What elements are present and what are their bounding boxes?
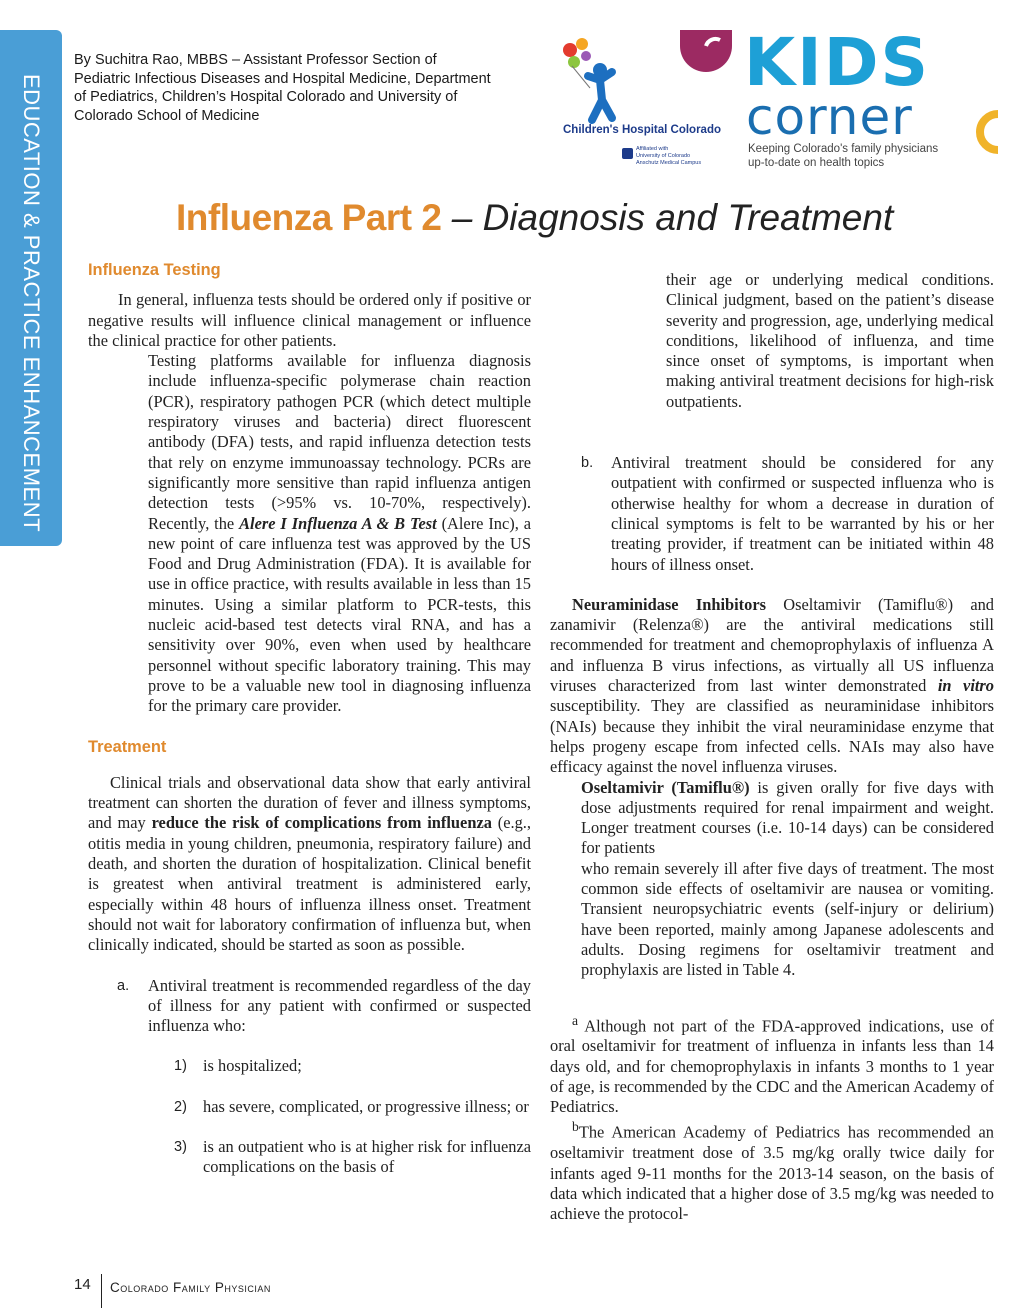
paragraph-testing-intro: In general, influenza tests should be ordered only if positive or negative results will influence clinical management or influence the clinical practice for other patients. (88, 290, 531, 350)
sub-item-1-text: is hospitalized; (203, 1056, 302, 1076)
neuraminidase-text-cont: susceptibility. They are classified as neuraminidase inhibitors (NAIs) because they inhibit the viral neuraminidase enzyme that helps progeny escape from infected cells. NAIs may also have efficacy against the novel influenza viruses. (550, 696, 994, 777)
sub-item-2-text: has severe, complicated, or progressive illness; or (203, 1096, 529, 1116)
list-item-b-text: Antiviral treatment should be considered for any outpatient with confirmed or suspected influenza who is otherwise healthy for whom a decrease in duration of clinical symptoms is felt to be warranted by his or her treating provider, if treatment can be initiated within 48 hours of illness onset. (611, 453, 994, 574)
paragraph-neuraminidase (550, 595, 994, 778)
oseltamivir-text: is given orally for five days with dose adjustments required for renal impairment and weight. Longer treatment courses (i.e. 10-14 days) can be considered for patients (581, 777, 995, 858)
publication-name: Colorado Family Physician (110, 1280, 271, 1295)
list-item-b (581, 453, 994, 575)
sub-item-3-text: is an outpatient who is at higher risk for influenza complications on the basis of (203, 1136, 531, 1177)
in-vitro-emphasis: in vitro (937, 676, 994, 696)
paragraph-testing-platforms (148, 351, 531, 716)
heading-treatment: Treatment (88, 737, 167, 756)
hospital-name: Children's Hospital Colorado (563, 124, 721, 136)
treatment-text-cont: (e.g., otitis media in young children, pneumonia, respiratory failure) and death, and shorten the duration of hospitalization. Clinical benefit is greatest when antiviral treatment is administered early, especially within 48 hours of influenza illness onset. Treatment should not wait for laboratory confirmation of influenza but, when clinically indicated, should be started as soon as possible. (88, 813, 531, 955)
article-title-main: Influenza Part 2 (176, 197, 442, 238)
sub-marker-3: 3) (174, 1138, 187, 1155)
paragraph-continued: their age or underlying medical conditions. Clinical judgment, based on the patient’s disease severity and progression, age, underlying medical conditions, likelihood of influenza, and time since onset of symptoms, is important when making antiviral treatment decisions for high-risk outpatients. (666, 270, 994, 411)
footnote-b (550, 1117, 994, 1224)
kids-wordmark: KIDS (744, 24, 931, 101)
sub-marker-2: 2) (174, 1098, 187, 1115)
hospital-affiliation-text: Affiliated with University of Colorado Anschutz Medical Campus (636, 146, 702, 166)
kids-corner-logo (680, 26, 1000, 176)
sub-item-1 (174, 1056, 531, 1076)
treatment-text: Clinical trials and observational data show that early antiviral treatment can shorten the duration of fever and illness symptoms, and may (88, 772, 531, 833)
list-item-a (117, 976, 531, 1037)
neuraminidase-heading: Neuraminidase Inhibitors (572, 594, 766, 614)
neuraminidase-text: Oseltamivir (Tamiflu®) and zanamivir (Relenza®) are the antiviral medications still recommended for treatment and chemoprophylaxis of influenza A and influenza B virus infections, as virtually all US influenza viruses characterized from last winter demonstrated (550, 594, 994, 696)
footer-divider (101, 1274, 102, 1308)
article-title (176, 194, 996, 242)
corner-wordmark: corner (746, 88, 913, 146)
footnote-b-marker: b (572, 1119, 579, 1135)
testing-platforms-text: Testing platforms available for influenza diagnosis include influenza-specific polymerase chain reaction (PCR), respiratory pathogen PCR (which detect multiple respiratory viruses and bacteria) direct fluorescent antibody (DFA) tests, and rapid influenza detection tests that rely on enzyme immunoassay technology. PCRs are significantly more sensitive than rapid influenza antigen detection tests (>95% vs. 10-70%, respectively). Recently, the (148, 351, 531, 533)
list-marker-b: b. (581, 455, 594, 472)
footnote-a-marker: a (572, 1012, 579, 1028)
footnote-a (550, 1011, 994, 1118)
kids-corner-tagline: Keeping Colorado's family physicians up-to-date on health topics (748, 143, 939, 169)
page-number: 14 (74, 1276, 91, 1293)
section-tab-label: EDUCATION & PRACTICE ENHANCEMENT (19, 73, 44, 533)
article-title-subtitle: – Diagnosis and Treatment (441, 197, 894, 238)
sub-item-3 (174, 1137, 531, 1178)
sub-marker-1: 1) (174, 1058, 187, 1075)
paragraph-treatment (88, 773, 531, 956)
heading-influenza-testing: Influenza Testing (88, 261, 221, 279)
oseltamivir-heading: Oseltamivir (Tamiflu®) (581, 777, 750, 797)
section-tab (0, 30, 62, 546)
author-byline: By Suchitra Rao, MBBS – Assistant Professor Section of Pediatric Infectious Diseases and Hospital Medicine, Department of Pediatrics, Children’s Hospital Colorado and University of Colorado School of Medicine (74, 52, 491, 124)
right-column (550, 270, 994, 1224)
alere-test-name: Alere I Influenza A & B Test (239, 513, 437, 533)
list-item-a-text: Antiviral treatment is recommended regardless of the day of illness for any patient with confirmed or suspected influenza who: (148, 975, 531, 1036)
footnote-b-text: The American Academy of Pediatrics has recommended an oseltamivir treatment dose of 3.5 mg/kg orally twice daily for infants aged 9-11 months for the 2013-14 season, on the basis of data which indicated that a higher dose of 3.5 mg/kg was needed to achieve the protocol- (550, 1122, 994, 1224)
left-column (88, 260, 531, 1178)
list-marker-a: a. (117, 977, 130, 994)
paragraph-oseltamivir (581, 778, 994, 859)
footnote-a-text: Although not part of the FDA-approved indications, use of oral oseltamivir for treatment of influenza in infants less than 14 days old, and for chemoprophylaxis in infants 3 months to 1 year of age, is recommended by the CDC and the American Academy of Pediatrics. (550, 1015, 994, 1117)
testing-platforms-text-cont: (Alere Inc), a new point of care influenza test was approved by the US Food and Drug Administration (FDA). It is available for use in office practice, with results available in less than 15 minutes. Using a similar platform to PCR-tests, this nucleic acid-based test detects viral RNA, and has a sensitivity over 90%, even when used by healthcare personnel without specific laboratory training. This may prove to be a valuable new tool in diagnosing influenza for the primary care provider. (148, 513, 531, 716)
treatment-emphasis: reduce the risk of complications from influenza (151, 813, 492, 833)
paragraph-oseltamivir-cont: who remain severely ill after five days of treatment. The most common side effects of oseltamivir are nausea or vomiting. Transient neuropsychiatric events (self-injury or delirium) have been reported, mainly among Japanese adolescents and adults. Dosing regimens for oseltamivir treatment and prophylaxis are listed in Table 4. (581, 858, 994, 980)
university-seal-icon (622, 148, 633, 159)
sub-item-2 (174, 1097, 531, 1117)
